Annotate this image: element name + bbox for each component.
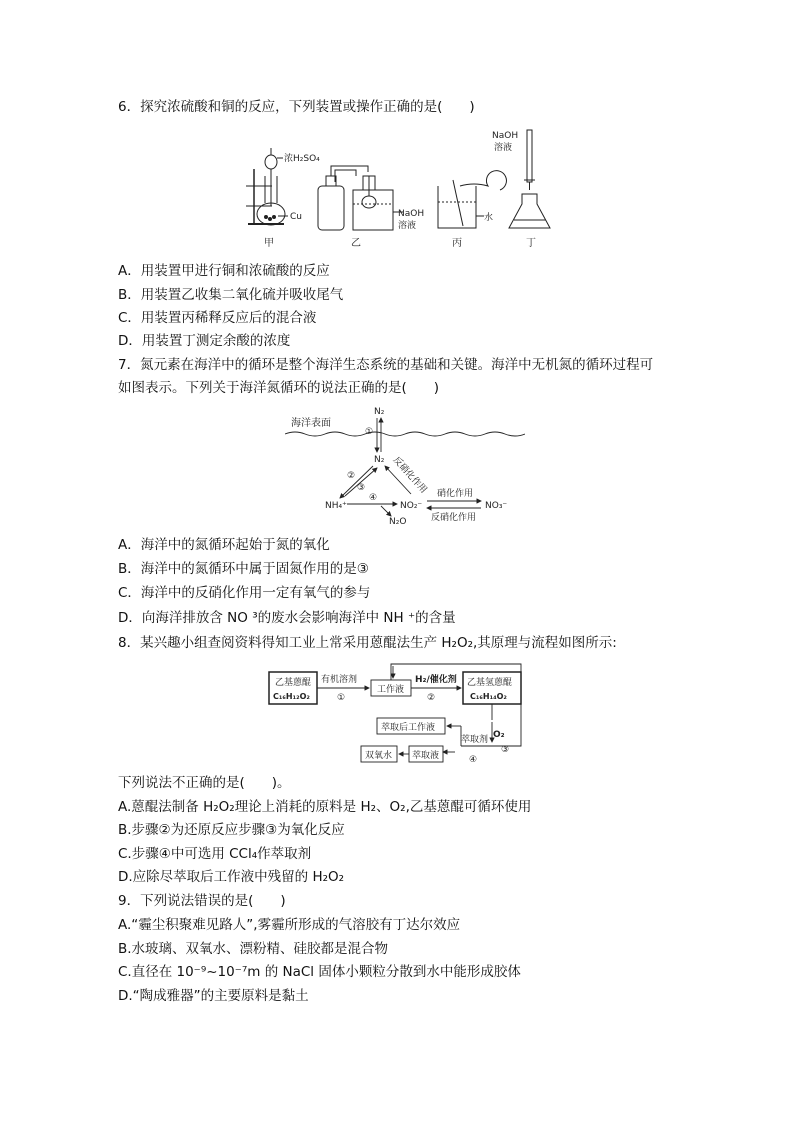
q6-stem: 6．探究浓硫酸和铜的反应，下列装置或操作正确的是( ) xyxy=(118,99,475,115)
o2-label: O₂ xyxy=(493,730,505,740)
q7-nitrogen-cycle-figure xyxy=(285,404,525,530)
step4: ④ xyxy=(369,493,378,503)
step-1: ① xyxy=(337,693,346,703)
no2-label: NO₂⁻ xyxy=(400,501,423,511)
label-ding: 丁 xyxy=(526,238,536,249)
h2-catalyst: H₂/催化剂 xyxy=(415,675,457,685)
organic-solvent: 有机溶剂 xyxy=(321,675,358,685)
step3: ③ xyxy=(357,483,366,493)
step-3: ③ xyxy=(501,745,510,755)
sea-surface-label: 海洋表面 xyxy=(291,418,331,429)
q9-option-c: C.直径在 10⁻⁹~10⁻⁷m 的 NaCl 固体小颗粒分散到水中能形成胶体 xyxy=(118,964,521,980)
box-hydroanthraquinone: 乙基氢蒽醌 xyxy=(467,678,513,688)
naoh-label-b1: NaOH xyxy=(398,209,425,219)
step-2: ② xyxy=(427,693,436,703)
q7-stem-line1: 7．氮元素在海洋中的循环是整个海洋生态系统的基础和关键。海洋中无机氮的循环过程可 xyxy=(118,357,654,373)
q8-stem: 8．某兴趣小组查阅资料得知工业上常采用蒽醌法生产 H₂O₂,其原理与流程如图所示: xyxy=(118,635,617,651)
post-extraction-solution: 萃取后工作液 xyxy=(381,723,436,733)
working-solution: 工作液 xyxy=(377,685,405,695)
n2o-label: N₂O xyxy=(389,517,407,527)
q9-stem: 9．下列说法错误的是( ) xyxy=(118,893,286,909)
naoh-label-b2: 溶液 xyxy=(398,221,417,231)
label-bing: 丙 xyxy=(452,238,462,249)
n2-mid: N₂ xyxy=(374,455,385,465)
hydrogen-peroxide: 双氧水 xyxy=(365,751,393,761)
q6-option-a: A．用装置甲进行铜和浓硫酸的反应 xyxy=(118,263,330,279)
q8-flowchart-figure xyxy=(265,660,535,770)
extractant-label: 萃取剂 xyxy=(461,735,489,745)
step-4: ④ xyxy=(469,755,478,765)
formula-2: C₁₆H₁₄O₂ xyxy=(470,692,507,701)
step2: ② xyxy=(347,471,356,481)
cu-label: Cu xyxy=(290,212,302,222)
nh4-label: NH₄⁺ xyxy=(325,501,347,511)
q6-apparatus-figure xyxy=(238,124,558,252)
q7-option-c: C．海洋中的反硝化作用一定有氧气的参与 xyxy=(118,585,371,601)
q8-option-d: D.应除尽萃取后工作液中残留的 H₂O₂ xyxy=(118,869,345,885)
water-label: 水 xyxy=(484,213,494,223)
denitrification-label: 反硝化作用 xyxy=(431,513,477,523)
q7-option-d: D．向海洋排放含 NO ³的废水会影响海洋中 NH ⁺的含量 xyxy=(118,610,456,626)
q9-option-b: B.水玻璃、双氧水、漂粉精、硅胶都是混合物 xyxy=(118,941,389,957)
q8-option-a: A.蒽醌法制备 H₂O₂理论上消耗的原料是 H₂、O₂,乙基蒽醌可循环使用 xyxy=(118,799,532,815)
q8-option-b: B.步骤②为还原反应步骤③为氧化反应 xyxy=(118,822,345,838)
nitrification-label: 硝化作用 xyxy=(437,489,474,499)
denitrification-diag: 反硝化作用 xyxy=(390,455,429,496)
q7-option-b: B．海洋中的氮循环中属于固氮作用的是③ xyxy=(118,561,369,577)
q9-option-d: D.“陶成雅器”的主要原料是黏土 xyxy=(118,988,309,1004)
q6-option-c: C．用装置丙稀释反应后的混合液 xyxy=(118,310,317,326)
extract-liquid: 萃取液 xyxy=(412,751,440,761)
q6-option-b: B．用装置乙收集二氧化硫并吸收尾气 xyxy=(118,287,344,303)
naoh-label-d1: NaOH xyxy=(492,131,519,141)
box-ethylanthraquinone: 乙基蒽醌 xyxy=(275,678,312,688)
n2-top: N₂ xyxy=(374,407,385,417)
q7-stem-line2: 如图表示。下列关于海洋氮循环的说法正确的是( ) xyxy=(118,380,440,396)
label-jia: 甲 xyxy=(264,238,274,249)
q6-option-d: D．用装置丁测定余酸的浓度 xyxy=(118,333,291,349)
q7-option-a: A．海洋中的氮循环起始于氮的氧化 xyxy=(118,537,330,553)
naoh-label-d2: 溶液 xyxy=(494,143,513,153)
q8-question: 下列说法不正确的是( )。 xyxy=(118,775,291,791)
no3-label: NO₃⁻ xyxy=(485,501,508,511)
acid-label: 浓H₂SO₄ xyxy=(284,154,320,164)
q9-option-a: A.“霾尘积聚难见路人”,雾霾所形成的气溶胶有丁达尔效应 xyxy=(118,917,461,933)
q8-option-c: C.步骤④中可选用 CCl₄作萃取剂 xyxy=(118,846,312,862)
step1: ① xyxy=(365,427,374,437)
label-yi: 乙 xyxy=(351,238,361,249)
formula-1: C₁₆H₁₂O₂ xyxy=(273,692,310,701)
